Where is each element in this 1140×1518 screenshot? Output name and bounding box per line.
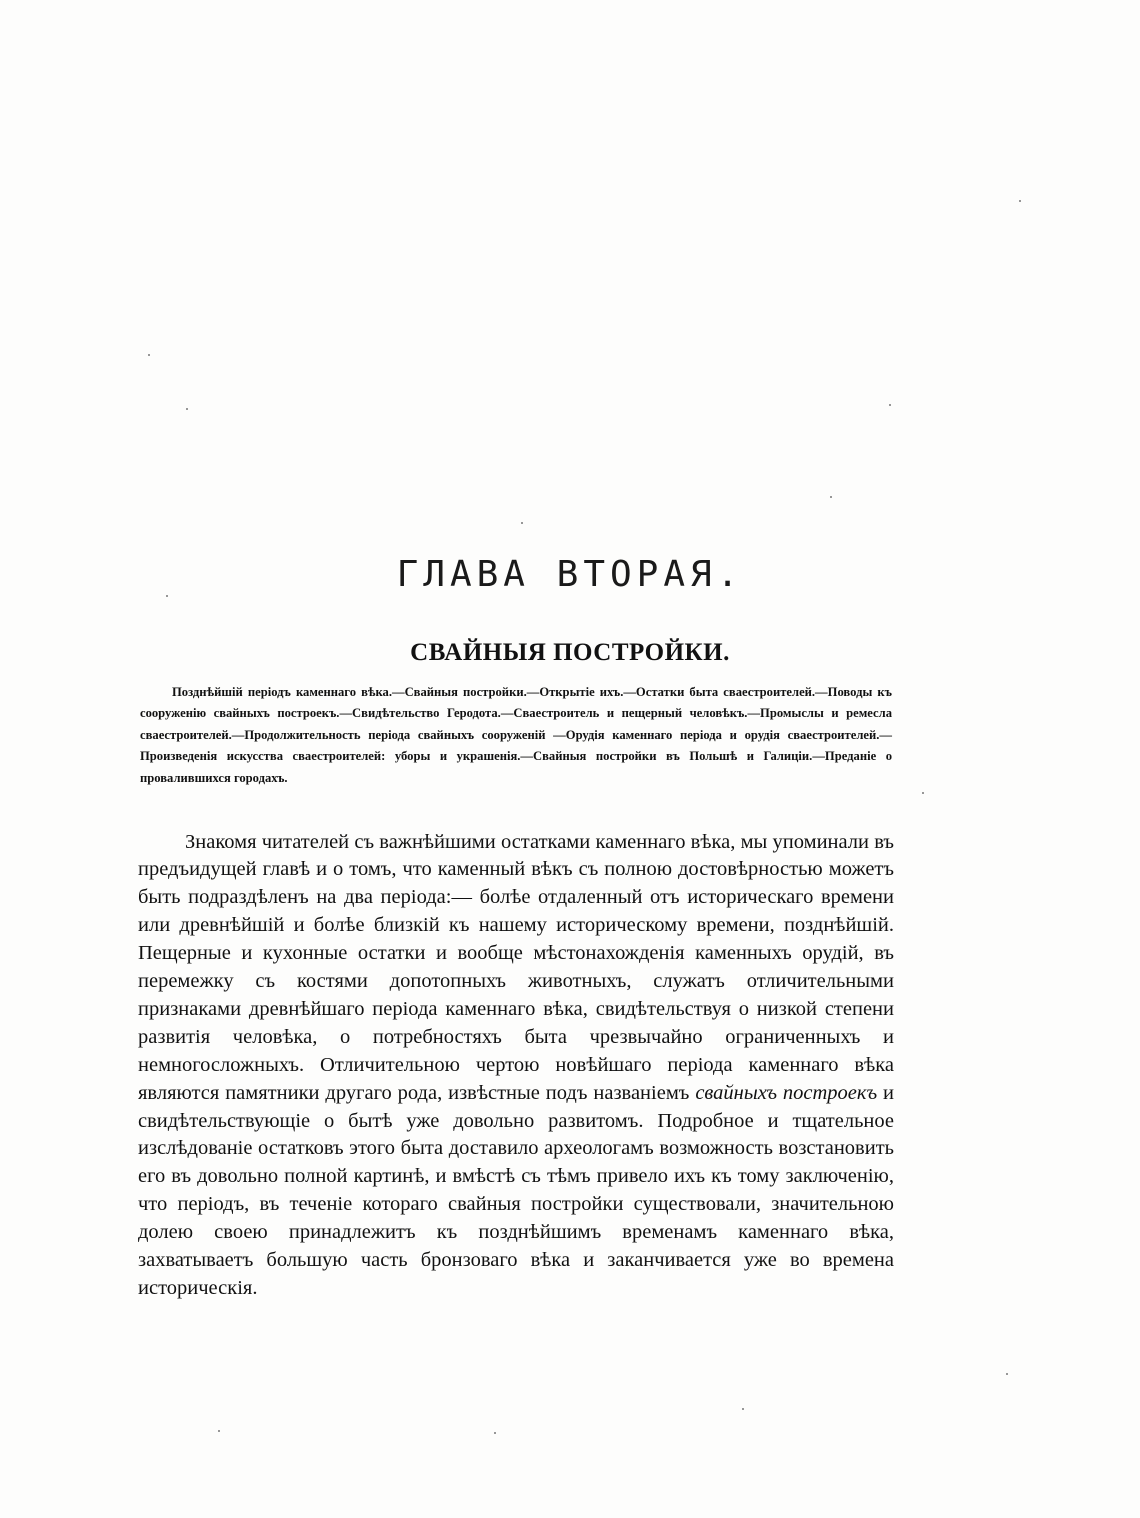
- scan-speck: [922, 792, 924, 794]
- body-text-emphasis: свайныхъ построекъ: [695, 1081, 878, 1104]
- body-paragraph: [138, 829, 894, 1303]
- chapter-title: ГЛАВА ВТОРАЯ.: [396, 554, 744, 596]
- scan-speck: [186, 408, 188, 410]
- scan-speck: [742, 1408, 744, 1410]
- body-text-part-1: Знакомя читателей съ важнѣйшими остатками каменнаго вѣка, мы упоминали въ предъидущей главѣ и о томъ, что каменный вѣкъ съ полною достовѣрностью можетъ быть подраздѣленъ на два періода:— болѣе отдаленный отъ историческаго времени или древнѣйшій и болѣе близкій къ нашему историческому времени, позднѣйшій. Пещерные и кухонные остатки и вообще мѣстонахожденія каменныхъ орудій, въ перемежку съ костями допотопныхъ животныхъ, служатъ отличительными признаками древнѣйшаго періода каменнаго вѣка, свидѣтельствуя о низкой степени развитія человѣка, о потребностяхъ быта чрезвычайно ограниченныхъ и немногосложныхъ. Отличительною чертою новѣйшаго періода каменнаго вѣка являются памятники другаго рода, извѣстные подъ названіемъ: [138, 830, 894, 1104]
- scan-speck: [1006, 1373, 1008, 1375]
- scan-speck: [218, 1430, 220, 1432]
- chapter-summary: Позднѣйшій періодъ каменнаго вѣка.—Свайныя постройки.—Открытіе ихъ.—Остатки быта свaестроителей.—Поводы къ сооруженію свайныхъ построекъ.—Свидѣтельство Геродота.—Свaестроитель и пещерный человѣкъ.—Промыслы и ремесла свaестроителей.—Продолжительность періода свайныхъ сооруженій —Орудія каменнаго періода и орудія свaестроителей.—Произведенія искусства свaестроителей: уборы и украшенія.—Свайныя постройки въ Польшѣ и Галиціи.—Преданіе о провалившихся городахъ.: [140, 684, 892, 785]
- scan-speck: [521, 522, 523, 524]
- scan-speck: [166, 595, 168, 597]
- scan-speck: [148, 354, 150, 356]
- scan-speck: [889, 404, 891, 406]
- scan-speck: [830, 496, 832, 498]
- body-text-part-2: и свидѣтельствующіе о бытѣ уже довольно развитомъ. Подробное и тщательное изслѣдованіе остатковъ этого быта доставило археологамъ возможность возстановить его въ довольно полной картинѣ, и вмѣстѣ съ тѣмъ привело ихъ къ тому заключенію, что періодъ, въ теченіе котораго свайныя постройки существовали, значительною долею своею принадлежитъ къ позднѣйшимъ временамъ каменнаго вѣка, захватываетъ большую часть бронзоваго вѣка и заканчивается уже во времена историческія.: [138, 1081, 895, 1299]
- section-title: СВАЙНЫЯ ПОСТРОЙКИ.: [410, 638, 730, 666]
- scan-speck: [1019, 200, 1021, 202]
- scan-speck: [494, 1432, 496, 1434]
